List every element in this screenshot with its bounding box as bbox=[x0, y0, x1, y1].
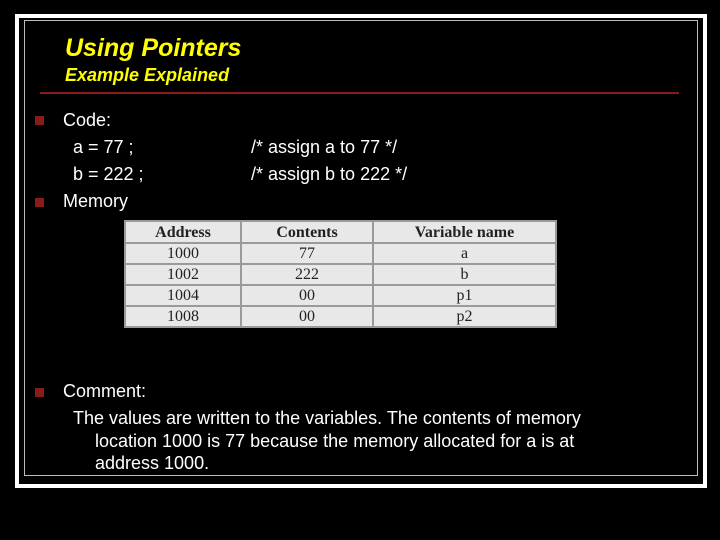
table-row bbox=[125, 243, 556, 264]
variable-name-cell: a bbox=[373, 243, 556, 264]
column-header-variable-name: Variable name bbox=[373, 221, 556, 243]
contents-cell: 00 bbox=[241, 285, 373, 306]
code-line-comment: /* assign b to 222 */ bbox=[251, 164, 408, 184]
bullet-marker-memory bbox=[35, 198, 44, 207]
comment-label: Comment: bbox=[63, 381, 147, 401]
comment-line: The values are written to the variables. The contents of memory bbox=[73, 408, 581, 428]
bullet-marker-comment bbox=[35, 388, 44, 397]
memory-label: Memory bbox=[63, 191, 129, 211]
table-row bbox=[125, 264, 556, 285]
code-line-statement: b = 222 ; bbox=[73, 164, 144, 184]
table-header-row bbox=[125, 221, 556, 243]
table-row bbox=[125, 285, 556, 306]
address-cell: 1004 bbox=[125, 285, 241, 306]
slide-title: Using Pointers bbox=[65, 34, 242, 62]
address-cell: 1002 bbox=[125, 264, 241, 285]
variable-name-cell: b bbox=[373, 264, 556, 285]
code-line-statement: a = 77 ; bbox=[73, 137, 134, 157]
address-cell: 1000 bbox=[125, 243, 241, 264]
memory-table bbox=[124, 220, 557, 328]
column-header-address: Address bbox=[125, 221, 241, 243]
variable-name-cell: p1 bbox=[373, 285, 556, 306]
bullet-marker-code bbox=[35, 116, 44, 125]
slide-subtitle: Example Explained bbox=[65, 65, 230, 85]
comment-line: location 1000 is 77 because the memory allocated for a is at bbox=[95, 431, 575, 451]
contents-cell: 00 bbox=[241, 306, 373, 327]
variable-name-cell: p2 bbox=[373, 306, 556, 327]
contents-cell: 222 bbox=[241, 264, 373, 285]
table-row bbox=[125, 306, 556, 327]
code-line-comment: /* assign a to 77 */ bbox=[251, 137, 398, 157]
code-label: Code: bbox=[63, 110, 112, 130]
address-cell: 1008 bbox=[125, 306, 241, 327]
contents-cell: 77 bbox=[241, 243, 373, 264]
title-divider bbox=[40, 92, 679, 94]
comment-line: address 1000. bbox=[95, 453, 210, 473]
column-header-contents: Contents bbox=[241, 221, 373, 243]
